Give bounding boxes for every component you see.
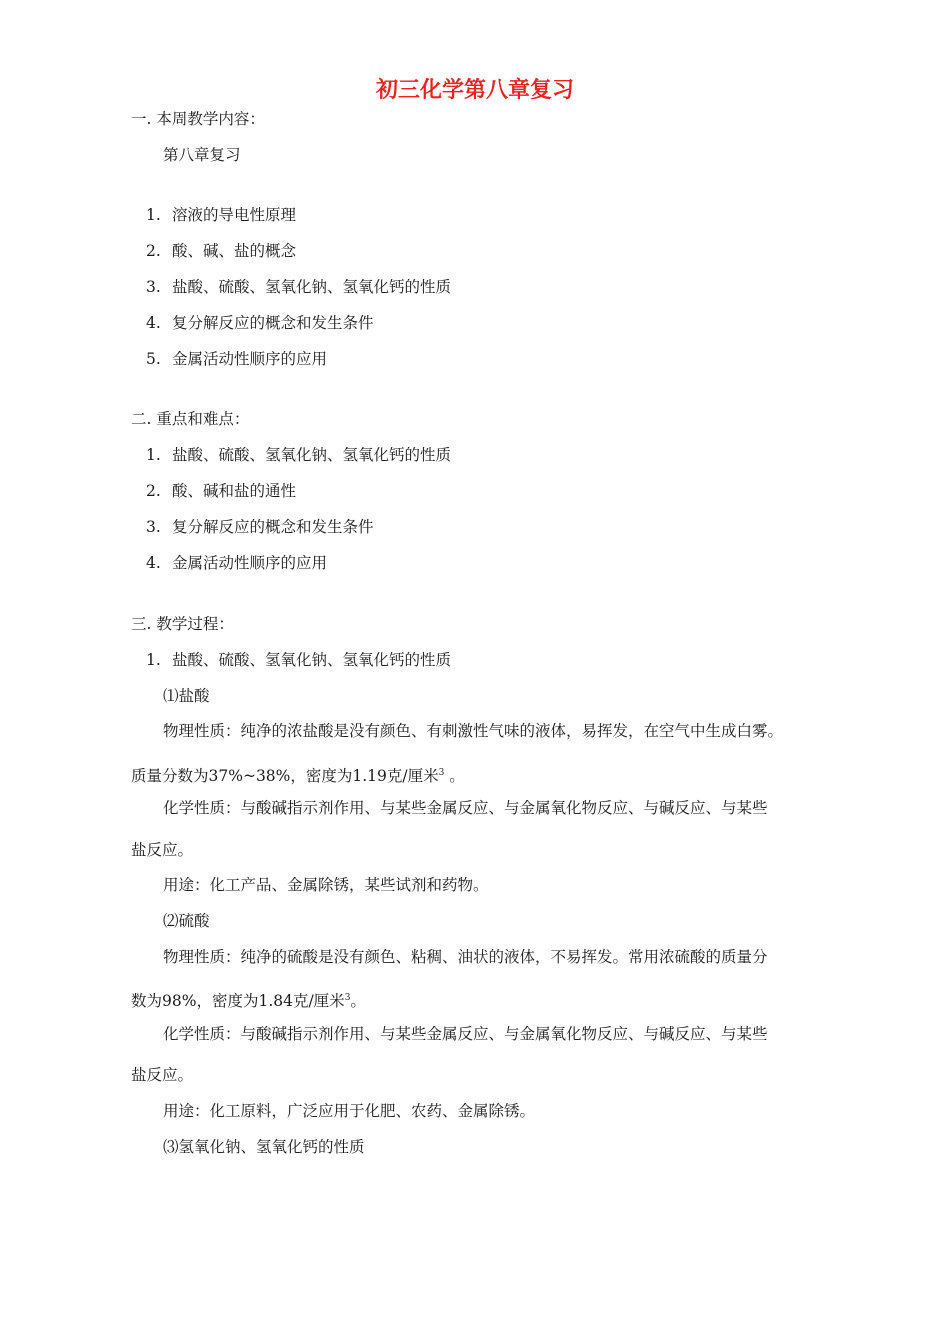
paragraph-line bbox=[131, 987, 366, 1012]
paragraph-line: 盐反应。 bbox=[131, 841, 194, 859]
list-text: 复分解反应的概念和发生条件 bbox=[172, 518, 374, 536]
text-run: 质量分数为37%~38%，密度为1.19克/厘米 bbox=[131, 767, 439, 785]
paragraph-line: 化学性质：与酸碱指示剂作用、与某些金属反应、与金属氧化物反应、与碱反应、与某些 bbox=[163, 799, 768, 817]
list-number: 4. bbox=[146, 314, 161, 332]
list-number: 2. bbox=[146, 482, 161, 500]
list-item bbox=[146, 516, 374, 538]
list-text: 酸、碱、盐的概念 bbox=[172, 242, 297, 260]
list-text: 盐酸、硫酸、氢氧化钠、氢氧化钙的性质 bbox=[172, 278, 452, 296]
list-number: 4. bbox=[146, 554, 161, 572]
list-text: 溶液的导电性原理 bbox=[172, 206, 297, 224]
list-number: 3. bbox=[146, 518, 161, 536]
list-number: 5. bbox=[146, 350, 161, 368]
text-run: 数为98%，密度为1.84克/厘米 bbox=[131, 992, 345, 1010]
list-text: 酸、碱和盐的通性 bbox=[172, 482, 297, 500]
text-run: 。 bbox=[350, 992, 366, 1010]
list-text: 盐酸、硫酸、氢氧化钠、氢氧化钙的性质 bbox=[172, 651, 452, 669]
list-text: 复分解反应的概念和发生条件 bbox=[172, 314, 374, 332]
list-number: 2. bbox=[146, 242, 161, 260]
paragraph-line: 盐反应。 bbox=[131, 1066, 194, 1084]
paragraph-line: 用途：化工原料，广泛应用于化肥、农药、金属除锈。 bbox=[163, 1102, 536, 1120]
list-text: 金属活动性顺序的应用 bbox=[172, 554, 328, 572]
subsection-label-hcl: ⑴盐酸 bbox=[163, 687, 210, 705]
list-number: 1. bbox=[146, 651, 161, 669]
list-item bbox=[146, 480, 296, 502]
paragraph-line bbox=[131, 762, 465, 787]
subsection-label-h2so4: ⑵硫酸 bbox=[163, 912, 210, 930]
list-item bbox=[146, 204, 296, 226]
superscript: 3 bbox=[344, 993, 351, 1003]
list-item bbox=[146, 348, 327, 370]
page-title: 初三化学第八章复习 bbox=[375, 78, 574, 103]
paragraph-line: 用途：化工产品、金属除锈，某些试剂和药物。 bbox=[163, 876, 489, 894]
list-text: 金属活动性顺序的应用 bbox=[172, 350, 328, 368]
list-item bbox=[146, 240, 296, 262]
paragraph-line: 物理性质：纯净的硫酸是没有颜色、粘稠、油状的液体，不易挥发。常用浓硫酸的质量分 bbox=[163, 948, 768, 966]
list-number: 3. bbox=[146, 278, 161, 296]
superscript: 3 bbox=[438, 768, 445, 778]
list-text: 盐酸、硫酸、氢氧化钠、氢氧化钙的性质 bbox=[172, 446, 452, 464]
list-item bbox=[146, 444, 451, 466]
section-heading-focus: 二. 重点和难点： bbox=[131, 410, 250, 428]
list-item bbox=[146, 649, 451, 671]
list-number: 1. bbox=[146, 206, 161, 224]
list-item bbox=[146, 552, 327, 574]
paragraph-line: 物理性质：纯净的浓盐酸是没有颜色、有刺激性气味的液体，易挥发，在空气中生成白雾。 bbox=[163, 722, 784, 740]
list-number: 1. bbox=[146, 446, 161, 464]
subsection-label-bases: ⑶氢氧化钠、氢氧化钙的性质 bbox=[163, 1138, 365, 1156]
list-item bbox=[146, 312, 374, 334]
text-run: 。 bbox=[444, 767, 465, 785]
list-item bbox=[146, 276, 451, 298]
section-subtitle: 第八章复习 bbox=[163, 146, 241, 164]
section-heading-content: 一. 本周教学内容： bbox=[131, 110, 265, 128]
section-heading-process: 三. 教学过程： bbox=[131, 615, 234, 633]
paragraph-line: 化学性质：与酸碱指示剂作用、与某些金属反应、与金属氧化物反应、与碱反应、与某些 bbox=[163, 1025, 768, 1043]
